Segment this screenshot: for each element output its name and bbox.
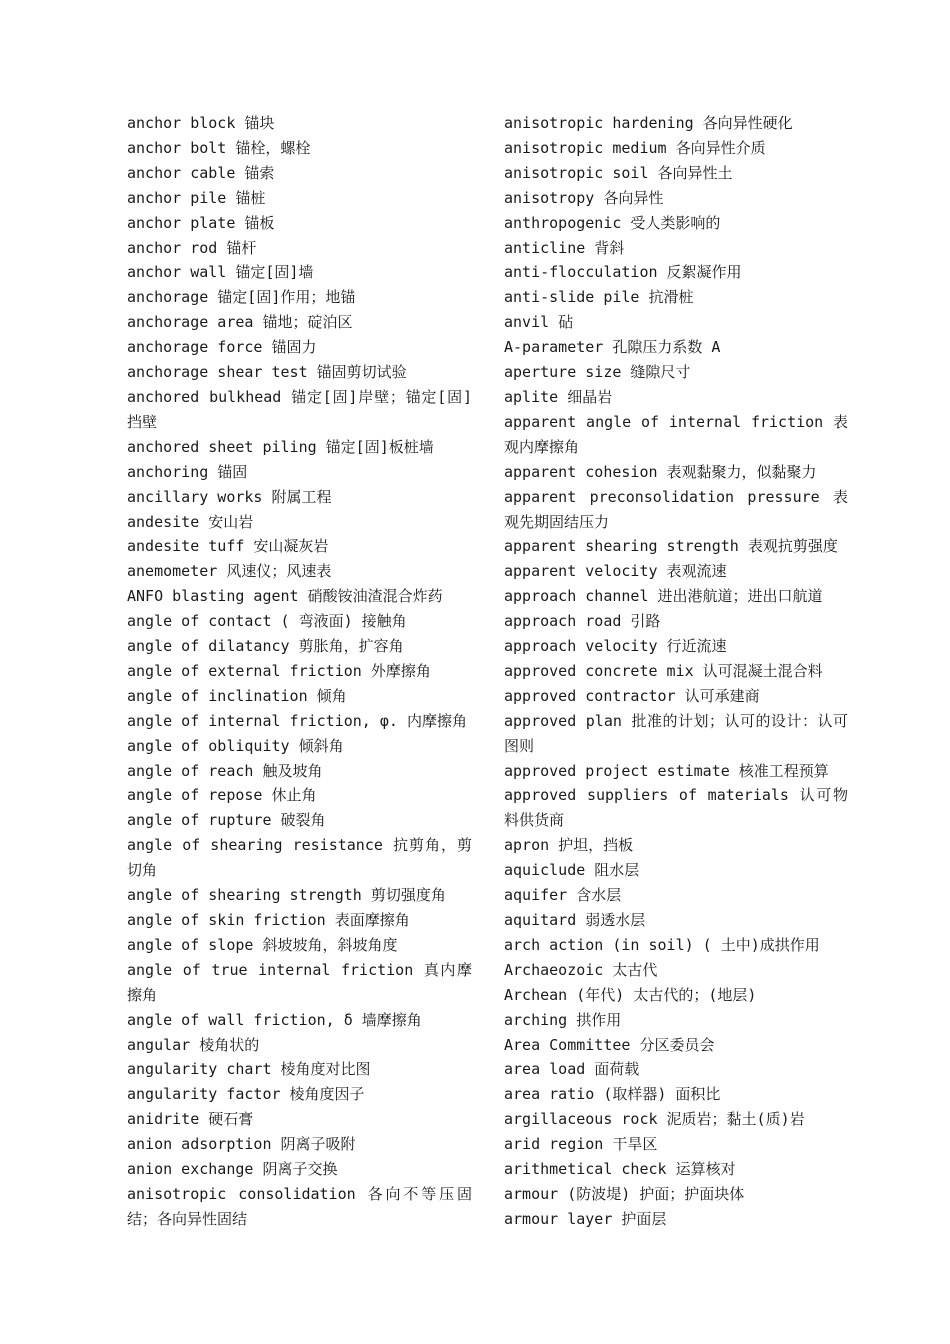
glossary-entry: anchorage shear test 锚固剪切试验 xyxy=(127,363,407,382)
glossary-entry: approach channel 进出港航道；进出口航道 xyxy=(504,587,823,606)
glossary-entry: arid region 干旱区 xyxy=(504,1135,658,1154)
glossary-entry: angularity chart 棱角度对比图 xyxy=(127,1060,371,1079)
glossary-entry: andesite tuff 安山凝灰岩 xyxy=(127,537,329,556)
glossary-entry: angle of internal friction, φ. 内摩擦角 xyxy=(127,711,467,730)
glossary-entry: ancillary works 附属工程 xyxy=(127,487,332,506)
glossary-entry: armour (防波堤) 护面；护面块体 xyxy=(504,1184,745,1203)
glossary-entry: aplite 细晶岩 xyxy=(504,387,613,406)
glossary-entry: anchorage area 锚地；碇泊区 xyxy=(127,313,353,332)
glossary-entry: anchor pile 锚桩 xyxy=(127,188,266,207)
glossary-entry: angle of shearing resistance 抗剪角，剪切角 xyxy=(127,836,472,880)
glossary-entry: anchorage force 锚固力 xyxy=(127,338,317,357)
glossary-entry: anchor block 锚块 xyxy=(127,114,275,132)
glossary-entry: angle of slope 斜坡坡角，斜坡角度 xyxy=(127,935,398,954)
glossary-entry: apron 护坦，挡板 xyxy=(504,836,634,855)
glossary-entry: approved project estimate 核准工程预算 xyxy=(504,761,829,780)
glossary-entry: angle of shearing strength 剪切强度角 xyxy=(127,886,446,905)
glossary-entry: anisotropic medium 各向异性介质 xyxy=(504,138,766,157)
glossary-entry: anchored sheet piling 锚定[固]板桩墙 xyxy=(127,437,434,456)
glossary-entry: aquifer 含水层 xyxy=(504,886,622,905)
glossary-entry: anvil 砧 xyxy=(504,313,574,332)
glossary-entry: anti-flocculation 反絮凝作用 xyxy=(504,263,742,282)
glossary-entry: apparent velocity 表观流速 xyxy=(504,562,727,581)
glossary-entry: anisotropic consolidation 各向不等压固结；各向异性固结 xyxy=(127,1184,472,1228)
glossary-entry: anion adsorption 阴离子吸附 xyxy=(127,1135,356,1154)
glossary-entry: approved concrete mix 认可混凝土混合料 xyxy=(504,661,823,680)
glossary-entry: anion exchange 阴离子交换 xyxy=(127,1160,338,1179)
glossary-entry: arithmetical check 运算核对 xyxy=(504,1160,736,1179)
glossary-entry: angle of skin friction 表面摩擦角 xyxy=(127,911,410,929)
glossary-entry: andesite 安山岩 xyxy=(127,512,254,531)
glossary-column-left xyxy=(127,111,472,1232)
glossary-entry: anchorage 锚定[固]作用；地锚 xyxy=(127,288,356,307)
glossary-entry: angle of repose 休止角 xyxy=(127,786,317,805)
glossary-entry: angle of reach 触及坡角 xyxy=(127,761,323,780)
glossary-entry: approved contractor 认可承建商 xyxy=(504,686,760,705)
glossary-entry: approach road 引路 xyxy=(504,612,661,631)
glossary-entry: aquitard 弱透水层 xyxy=(504,911,646,929)
glossary-entry: apparent cohesion 表观黏聚力，似黏聚力 xyxy=(504,462,817,481)
glossary-entry: approach velocity 行近流速 xyxy=(504,637,727,656)
glossary-entry: A-parameter 孔隙压力系数 A xyxy=(504,338,721,357)
glossary-entry: anisotropic hardening 各向异性硬化 xyxy=(504,114,793,132)
glossary-entry: ANFO blasting agent 硝酸铵油渣混合炸药 xyxy=(127,587,443,606)
glossary-entry: angle of obliquity 倾斜角 xyxy=(127,736,344,755)
glossary-entry: anchor wall 锚定[固]墙 xyxy=(127,263,314,282)
glossary-entry: anti-slide pile 抗滑桩 xyxy=(504,288,694,307)
glossary-entry: apparent angle of internal friction 表观内摩擦角 xyxy=(504,412,848,456)
glossary-entry: anemometer 风速仪；风速表 xyxy=(127,562,332,581)
glossary-entry: aperture size 缝隙尺寸 xyxy=(504,363,691,382)
glossary-entry: anchor cable 锚索 xyxy=(127,163,275,182)
glossary-entry: apparent shearing strength 表观抗剪强度 xyxy=(504,537,838,556)
glossary-entry: arching 拱作用 xyxy=(504,1010,622,1029)
glossary-entry: angle of true internal friction 真内摩擦角 xyxy=(127,960,472,1004)
glossary-entry: anisotropy 各向异性 xyxy=(504,188,664,207)
glossary-entry: Area Committee 分区委员会 xyxy=(504,1035,715,1054)
glossary-entry: angle of wall friction, δ 墙摩擦角 xyxy=(127,1010,422,1029)
glossary-entry: approved plan 批准的计划；认可的设计：认可图则 xyxy=(504,711,848,755)
glossary-entry: anthropogenic 受人类影响的 xyxy=(504,213,721,232)
glossary-entry: anchor plate 锚板 xyxy=(127,213,275,232)
glossary-entry: angle of inclination 倾角 xyxy=(127,686,347,705)
glossary-entry: area ratio (取样器) 面积比 xyxy=(504,1085,721,1104)
glossary-entry: anchoring 锚固 xyxy=(127,462,248,481)
glossary-entry: anchored bulkhead 锚定[固]岸壁；锚定[固]挡壁 xyxy=(127,387,472,431)
glossary-entry: angle of external friction 外摩擦角 xyxy=(127,661,431,680)
glossary-entry: apparent preconsolidation pressure 表观先期固结压力 xyxy=(504,487,848,531)
glossary-entry: aquiclude 阻水层 xyxy=(504,861,640,880)
glossary-entry: angle of rupture 破裂角 xyxy=(127,811,326,830)
glossary-entry: anchor bolt 锚栓，螺栓 xyxy=(127,138,311,157)
glossary-entry: angularity factor 棱角度因子 xyxy=(127,1085,365,1104)
glossary-entry: argillaceous rock 泥质岩；黏土(质)岩 xyxy=(504,1110,805,1129)
glossary-entry: arch action (in soil) ( 土中)成拱作用 xyxy=(504,935,820,954)
glossary-entry: angular 棱角状的 xyxy=(127,1035,260,1054)
glossary-entry: Archaeozoic 太古代 xyxy=(504,960,658,979)
glossary-entry: anidrite 硬石膏 xyxy=(127,1110,254,1129)
glossary-entry: approved suppliers of materials 认可物料供货商 xyxy=(504,786,848,830)
glossary-entry: angle of dilatancy 剪胀角，扩容角 xyxy=(127,637,404,656)
glossary-entry: anisotropic soil 各向异性土 xyxy=(504,163,733,182)
glossary-column-right xyxy=(504,111,848,1232)
glossary-entry: anchor rod 锚杆 xyxy=(127,238,257,257)
glossary-entry: Archean (年代) 太古代的；(地层) xyxy=(504,985,757,1004)
glossary-entry: anticline 背斜 xyxy=(504,238,625,257)
glossary-entry: angle of contact ( 弯液面) 接触角 xyxy=(127,612,407,631)
glossary-entry: armour layer 护面层 xyxy=(504,1209,667,1228)
glossary-entry: area load 面荷载 xyxy=(504,1060,640,1079)
